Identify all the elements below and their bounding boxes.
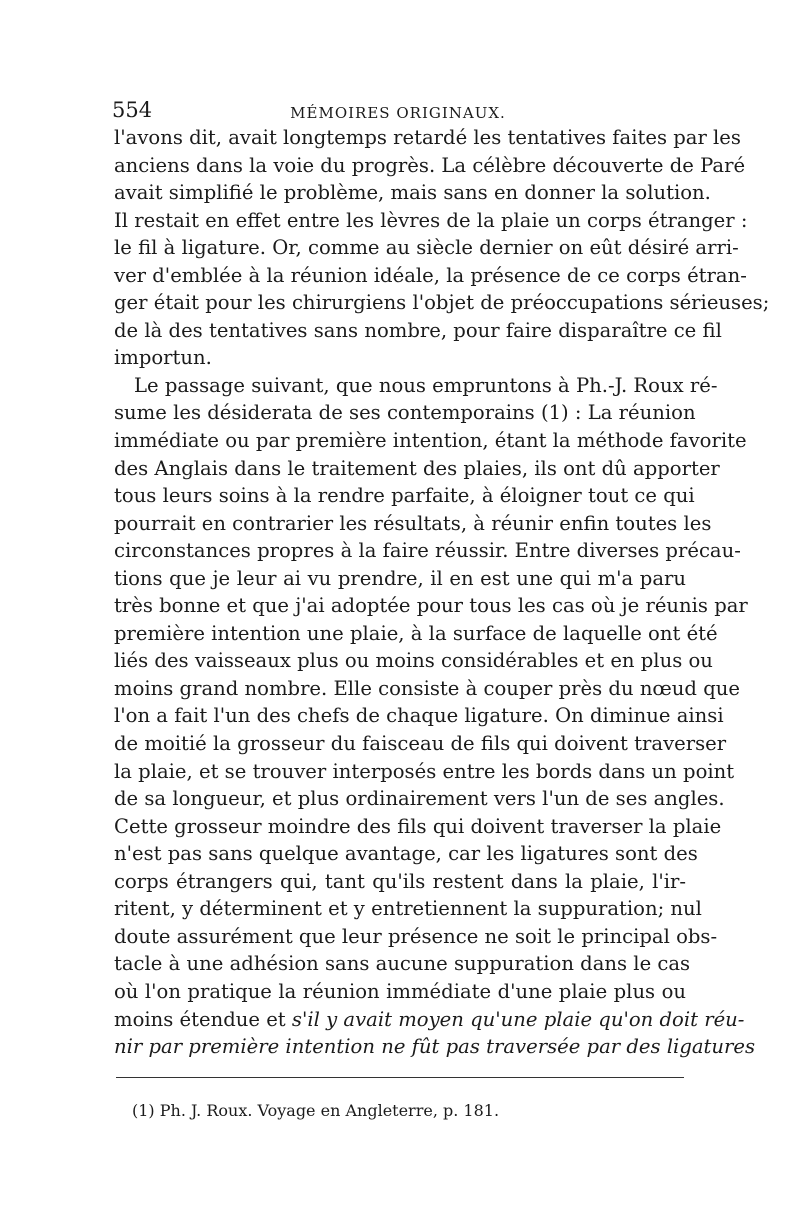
text-line: tacle à une adhésion sans aucune suppuration dans le cas xyxy=(114,952,691,976)
text-line: ritent, y déterminent et y entretiennent la suppuration; nul xyxy=(114,897,702,921)
text-line: de moitié la grosseur du faisceau de fils qui doivent traverser xyxy=(114,732,727,756)
text-line: corps étrangers qui, tant qu'ils restent dans la plaie, l'ir- xyxy=(114,869,686,893)
text-line: l'on a fait l'un des chefs de chaque ligature. On diminue ainsi xyxy=(114,704,724,728)
text-line: tions que je leur ai vu prendre, il en est une qui m'a paru xyxy=(114,566,686,590)
text-line: où l'on pratique la réunion immédiate d'une plaie plus ou xyxy=(114,979,686,1003)
body-text xyxy=(114,124,770,1061)
italic-line: nir par première intention ne fût pas traversée par des ligatures xyxy=(114,1035,756,1059)
text-line: tous leurs soins à la rendre parfaite, à éloigner tout ce qui xyxy=(114,484,695,508)
text-line: circonstances propres à la faire réussir. Entre diverses précau- xyxy=(114,539,741,563)
text-line: avait simplifié le problème, mais sans en donner la solution. xyxy=(114,181,711,205)
footnote-divider xyxy=(116,1077,684,1078)
text-line: importun. xyxy=(114,346,212,370)
text-line: Il restait en effet entre les lèvres de la plaie un corps étranger : xyxy=(114,208,748,232)
text-line: ger était pour les chirurgiens l'objet de préoccupations sérieuses; xyxy=(114,291,770,315)
paragraph-first-line: Le passage suivant, que nous empruntons à Ph.-J. Roux ré- xyxy=(134,373,718,397)
text-line: le fil à ligature. Or, comme au siècle dernier on eût désiré arri- xyxy=(114,236,739,260)
text-line: l'avons dit, avait longtemps retardé les tentatives faites par les xyxy=(114,126,741,149)
text-line: n'est pas sans quelque avantage, car les ligatures sont des xyxy=(114,842,698,866)
footnote: (1) Ph. J. Roux. Voyage en Angleterre, p. 181. xyxy=(132,1101,500,1120)
italic-segment: s'il y avait moyen qu'une plaie qu'on doit réu- xyxy=(291,1007,745,1031)
text-line: première intention une plaie, à la surface de laquelle ont été xyxy=(114,621,718,645)
mixed-line xyxy=(114,1006,745,1034)
text-line: très bonne et que j'ai adoptée pour tous les cas où je réunis par xyxy=(114,594,748,618)
text-line: doute assurément que leur présence ne soit le principal obs- xyxy=(114,924,718,948)
text-line: moins grand nombre. Elle consiste à couper près du nœud que xyxy=(114,676,740,700)
text-line: Cette grosseur moindre des fils qui doivent traverser la plaie xyxy=(114,814,722,838)
text-line: immédiate ou par première intention, étant la méthode favorite xyxy=(114,429,747,453)
page-number: 554 xyxy=(112,98,153,122)
text-line: des Anglais dans le traitement des plaies, ils ont dû apporter xyxy=(114,456,720,480)
text-line: liés des vaisseaux plus ou moins considérables et en plus ou xyxy=(114,649,713,673)
text-line: sume les désiderata de ses contemporains (1) : La réunion xyxy=(114,401,696,425)
text-line: anciens dans la voie du progrès. La célèbre découverte de Paré xyxy=(114,153,746,177)
text-line: pourrait en contrarier les résultats, à réunir enfin toutes les xyxy=(114,511,712,535)
text-line: la plaie, et se trouver interposés entre les bords dans un point xyxy=(114,759,735,783)
running-title: MÉMOIRES ORIGINAUX. xyxy=(290,104,506,122)
text-line: de là des tentatives sans nombre, pour faire disparaître ce fil xyxy=(114,318,722,342)
text-line: de sa longueur, et plus ordinairement vers l'un de ses angles. xyxy=(114,787,725,811)
text-line: ver d'emblée à la réunion idéale, la présence de ce corps étran- xyxy=(114,263,747,287)
text-segment: moins étendue et xyxy=(114,1007,286,1031)
